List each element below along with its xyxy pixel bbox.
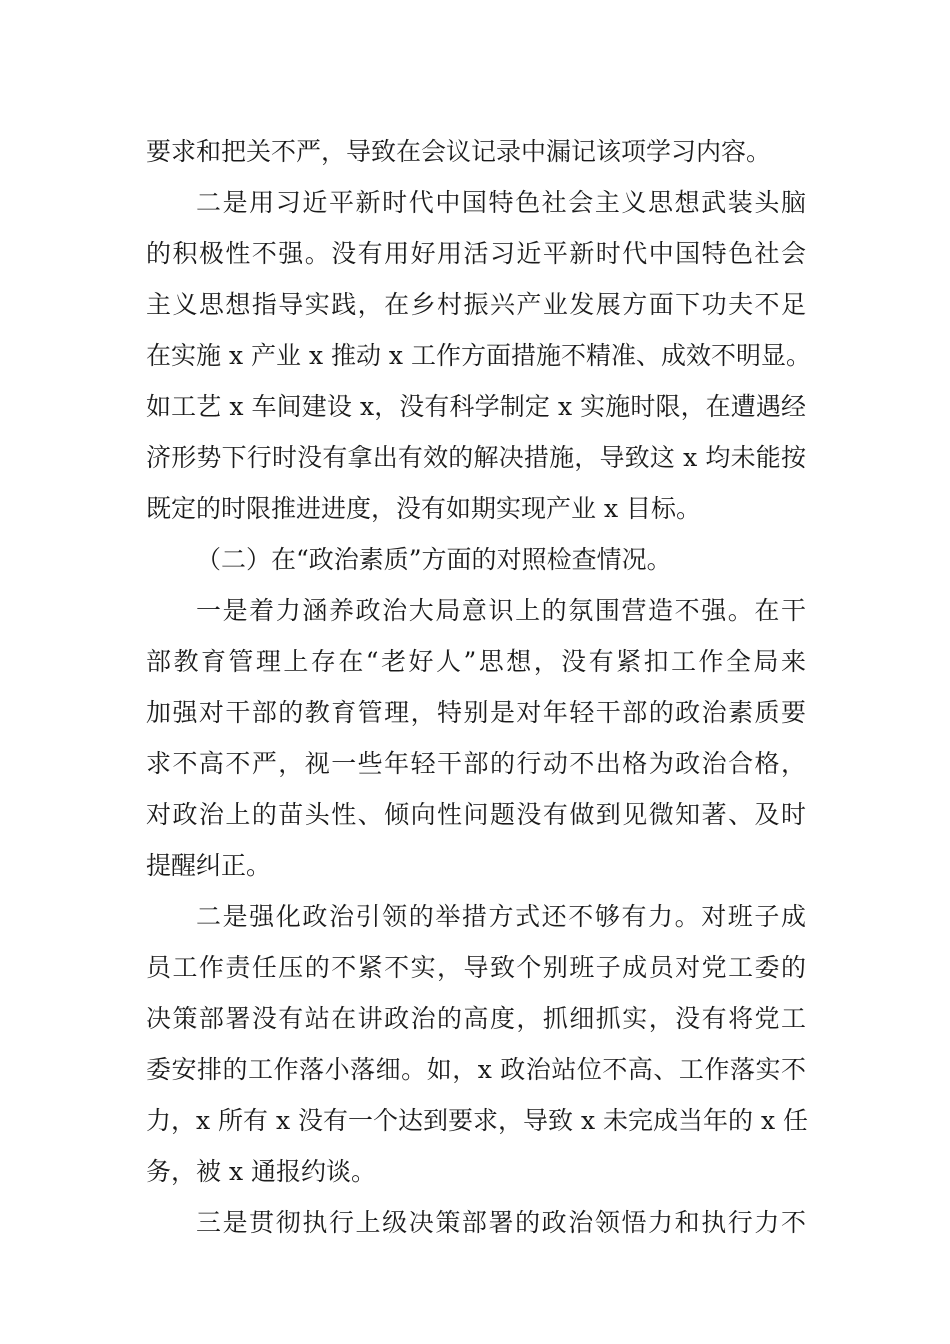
text-line: 员工作责任压的不紧不实，导致个别班子成员对党工委的	[146, 953, 806, 982]
section-heading: （二）在“政治素质”方面的对照检查情况。	[196, 545, 672, 574]
text-line: 要求和把关不严，导致在会议记录中漏记该项学习内容。	[146, 137, 772, 166]
paragraph-start-line: 一是着力涵养政治大局意识上的氛围营造不强。在干	[196, 596, 806, 625]
text-line: 部教育管理上存在“老好人”思想，没有紧扣工作全局来	[146, 647, 806, 676]
text-line: 在实施 x 产业 x 推动 x 工作方面措施不精准、成效不明显。	[146, 341, 811, 370]
text-line: 济形势下行时没有拿出有效的解决措施，导致这 x 均未能按	[146, 443, 806, 472]
paragraph-start-line: 三是贯彻执行上级决策部署的政治领悟力和执行力不	[196, 1208, 806, 1237]
paragraph-start-line: 二是强化政治引领的举措方式还不够有力。对班子成	[196, 902, 806, 931]
text-line: 提醒纠正。	[146, 851, 272, 880]
text-line: 求不高不严，视一些年轻干部的行动不出格为政治合格，	[146, 749, 806, 778]
text-line: 决策部署没有站在讲政治的高度，抓细抓实，没有将党工	[146, 1004, 806, 1033]
text-line: 务，被 x 通报约谈。	[146, 1157, 376, 1186]
text-line: 委安排的工作落小落细。如，x 政治站位不高、工作落实不	[146, 1055, 806, 1084]
text-line: 主义思想指导实践，在乡村振兴产业发展方面下功夫不足	[146, 290, 806, 319]
paragraph-start-line: 二是用习近平新时代中国特色社会主义思想武装头脑	[196, 188, 806, 217]
text-line: 力，x 所有 x 没有一个达到要求，导致 x 未完成当年的 x 任	[146, 1106, 809, 1135]
text-line: 既定的时限推进进度，没有如期实现产业 x 目标。	[146, 494, 701, 523]
text-line: 对政治上的苗头性、倾向性问题没有做到见微知著、及时	[146, 800, 806, 829]
text-line: 加强对干部的教育管理，特别是对年轻干部的政治素质要	[146, 698, 806, 727]
text-line: 如工艺 x 车间建设 x，没有科学制定 x 实施时限，在遭遇经	[146, 392, 806, 421]
text-line: 的积极性不强。没有用好用活习近平新时代中国特色社会	[146, 239, 806, 268]
